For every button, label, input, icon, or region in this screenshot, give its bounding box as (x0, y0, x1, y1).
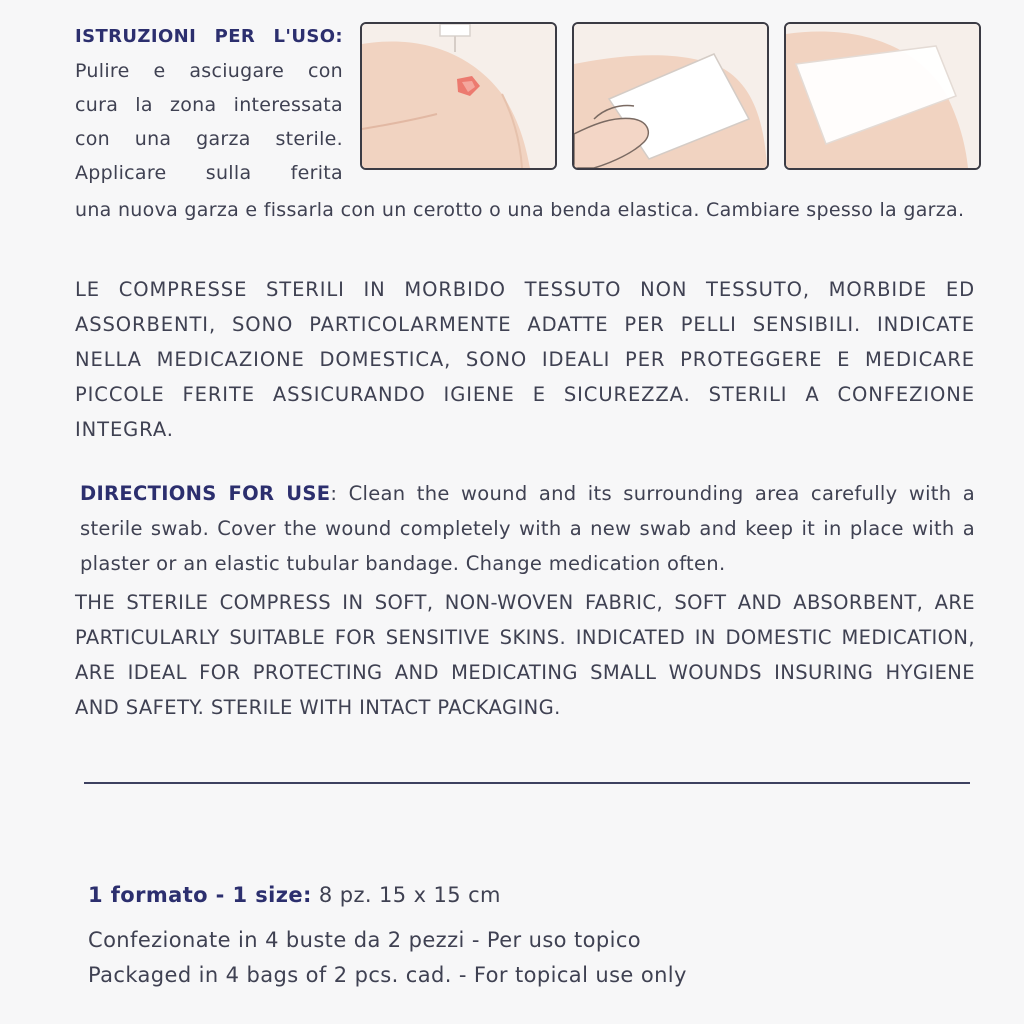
size-value: 8 pz. 15 x 15 cm (311, 883, 501, 907)
clean-wound-illustration (360, 22, 557, 170)
english-heading: DIRECTIONS FOR USE (80, 482, 331, 505)
size-info (88, 883, 501, 907)
secure-gauze-illustration (784, 22, 981, 170)
english-directions (80, 476, 975, 581)
english-product-description: THE STERILE COMPRESS IN SOFT, NON-WOVEN FABRIC, SOFT AND ABSORBENT, ARE PARTICULARLY SUITABLE FOR SENSITIVE SKINS. INDICATED IN DOMESTIC MEDICATION, ARE IDEAL FOR PROTECTING AND MEDICATING SMALL WOUNDS INSURING HYGIENE AND SAFETY. STERILE WITH INTACT PACKAGING. (75, 591, 975, 719)
english-directions-text: : Clean the wound and its surrounding area carefully with a sterile swab. Cover the wound completely with a new swab and keep it in place with a plaster or an elastic tubular bandage. Change medication often. (80, 482, 975, 575)
italian-instructions-continuation: una nuova garza e fissarla con un cerotto o una benda elastica. Cambiare spesso la garza. (75, 199, 965, 221)
italian-heading: ISTRUZIONI PER L'USO: (75, 26, 343, 47)
intro-line: cura la zona interessata (75, 94, 343, 116)
size-label: 1 formato - 1 size: (88, 883, 312, 907)
packaging-info-english: Packaged in 4 bags of 2 pcs. cad. - For topical use only (88, 963, 687, 987)
packaging-info-italian: Confezionate in 4 buste da 2 pezzi - Per uso topico (88, 928, 642, 952)
intro-line: Applicare sulla ferita (75, 162, 343, 184)
divider-line (84, 782, 970, 784)
italian-instructions-intro (75, 20, 343, 190)
apply-gauze-illustration (572, 22, 769, 170)
italian-product-description: LE COMPRESSE STERILI IN MORBIDO TESSUTO NON TESSUTO, MORBIDE ED ASSORBENTI, SONO PARTICOLARMENTE ADATTE PER PELLI SENSIBILI. INDICATE NELLA MEDICAZIONE DOMESTICA, SONO IDEALI PER PROTEGGERE E MEDICARE PICCOLE FERITE ASSICURANDO IGIENE E SICUREZZA. STERILI A CONFEZIONE INTEGRA. (75, 278, 975, 441)
intro-line: con una garza sterile. (75, 128, 343, 150)
intro-line: Pulire e asciugare con (75, 60, 343, 82)
